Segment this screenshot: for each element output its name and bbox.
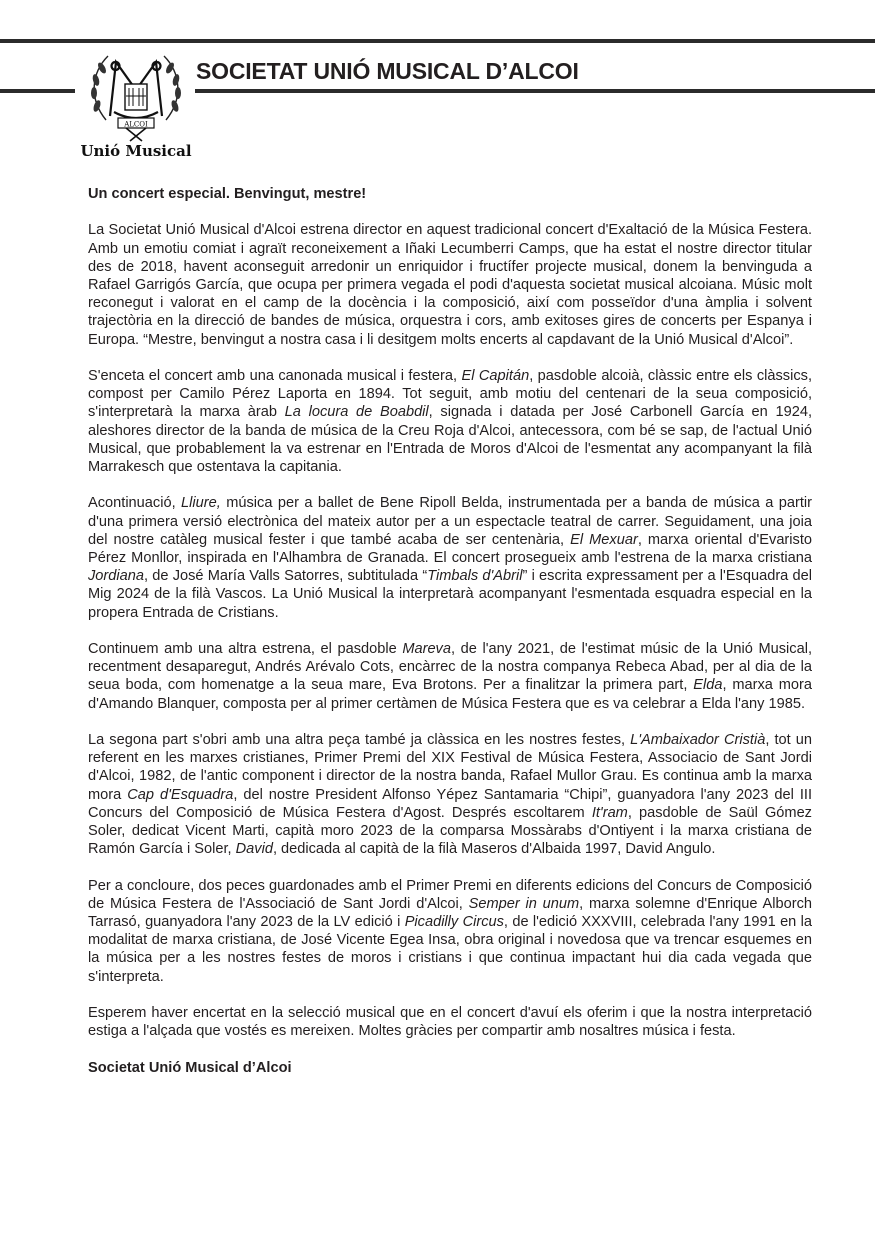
page-title: SOCIETAT UNIÓ MUSICAL D’ALCOI [196,58,579,84]
paragraph-text: Per a concloure, dos peces guardonades amb el Primer Premi en diferents edicions del Concurs de Composició de Música Festera de l'Associació de Sant Jordi d'Alcoi, [88,877,812,912]
work-title: Jordiana [88,568,144,585]
paragraph-text: Esperem haver encertat en la selecció musical que en el concert d'avuí els oferim i que la nostra interpretació estiga a l'alçada que vostés es mereixen. Moltes gràcies per compartir amb nosaltres música i festa. [88,1005,812,1040]
paragraph-text: , marxa mora d'Amando Blanquer, composta per al primer certàmen de Música Festera que es va celebrar a Elda l'any 1985. [88,677,812,712]
paragraph-text: , dedicada al capità de la filà Maseros d'Albaida 1997, David Angulo. [272,841,716,858]
work-title: Semper in unum [468,895,580,912]
article-paragraph [88,367,812,476]
work-title: El Mexuar [570,531,638,548]
paragraph-text: Acontinuació, [88,495,182,512]
article-paragraph [88,494,812,621]
work-title: Timbals d'Abril [427,568,523,585]
paragraph-text: Continuem amb una altra estrena, el pasdoble [88,641,403,658]
paragraph-text: S'enceta el concert amb una canonada musical i festera, [88,368,462,384]
article-paragraph [88,1004,812,1040]
left-rule-divider [0,89,75,93]
paragraph-text: , del nostre President Alfonso Yépez Santamaria “Chipi”, guanyadora l'any 2023 del III Concurs del Composició de Música Festera d'Agost. Després escoltarem [88,786,812,821]
paragraph-text: , de José María Valls Satorres, subtitulada “ [143,568,428,585]
paragraph-text: , pasdoble alcoià, clàssic entre els clàssics, compost per Camilo Pérez Laporta en 1894. Tot seguit, amb motiu del centenari de la seua composició, s'interpretarà la marxa àrab [88,368,812,421]
unio-musical-crest-icon [80,46,192,142]
work-title: L'Ambaixador Cristià [630,732,766,749]
work-title: Cap d'Esquadra [127,786,234,803]
work-title: David [235,841,273,858]
paragraph-text: , marxa solemne d'Enrique Alborch Tarrasó, guanyadora l'any 2023 de la LV edició i [88,895,812,931]
paragraph-text: , signada i datada per José Carbonell García en 1924, aleshores director de la banda de música de la Creu Roja d'Alcoi, antecessora, com bé se sap, de l'actual Unió Musical, que probablement la va estrenar en l'Entrada de Moros d'Alcoi de l'esmentat any acompanyant la filà Marrakesch que ostentava la capitania. [88,404,813,476]
article-paragraph [88,640,812,713]
work-title: El Capitán [461,368,530,384]
article-paragraph [88,877,812,986]
svg-text:ALCOI: ALCOI [124,120,148,129]
article-heading: Un concert especial. Benvingut, mestre! [88,186,367,202]
work-title: La locura de Boabdil [284,404,429,421]
article-paragraph [88,731,812,858]
article-paragraph [88,221,812,348]
top-rule-divider [0,39,875,43]
paragraph-text: La segona part s'obri amb una altra peça també ja clàssica en les nostres festes, [88,732,631,749]
paragraph-text: música per a ballet de Bene Ripoll Belda, instrumentada per a banda de música a partir d'una primera versió electrònica del mateix autor per a un espectacle teatral de carrer. Seguidament, una joia del nostre catàleg musical fester i que també acaba de ser centenària, [88,495,813,548]
header-underline-divider [195,89,875,93]
paragraph-text: , pasdoble de Saül Gómez Soler, dedicat Vicent Marti, capità moro 2023 de la comparsa Mossàrabs d'Ontiyent i la marxa cristiana de Ramón García i Soler, [88,804,812,858]
work-title: Picadilly Circus [404,914,504,931]
article-signature: Societat Unió Musical d’Alcoi [88,1059,292,1076]
paragraph-text: La Societat Unió Musical d'Alcoi estrena director en aquest tradicional concert d'Exaltació de la Música Festera. Amb un emotiu comiat i agraït reconeixement a Iñaki Lecumberri Camps, que ha estat el nostre director titular des de 2018, havent aconseguit arredonir un enriquidor i fructífer projecte musical, donem la benvinguda a Rafael Garrigós García, que ocupa per primera vegada el podi d'aquesta societat musical alcoiana. Músic molt reconegut i valorat en el camp de la docència i la composició, així com posseïdor d'una àmplia i solvent trajectòria en la direcció de bandes de música, orquestra i cors, amb exitoses gires de concerts per Espanya i Europa. “Mestre, benvingut a nostra casa i li desitgem molts encerts al capdavant de la Unió Musical d'Alcoi”. [88,222,812,348]
work-title: Lliure, [181,495,221,512]
logo [80,46,192,164]
paragraph-text: , tot un referent en les marxes cristianes, Primer Premi del XIX Festival de Música Festera, Associacio de Sant Jordi d'Alcoi, 1982, de l'antic component i director de la nostra banda, Rafael Mullor Grau. Es continua amb la marxa mora [88,732,812,803]
work-title: Mareva [402,641,451,658]
article-paragraphs [88,221,812,1040]
work-title: It'ram [591,804,628,821]
work-title: Elda [693,677,723,694]
paragraph-text: , de l'any 2021, de l'estimat músic de la Unió Musical, recentment desaparegut, Andrés Arévalo Cots, encàrrec de la nostra companya Rebeca Abad, per al dia de la seua boda, com homenatge a la seua mare, Eva Brotons. Per a finalitzar la primera part, [88,641,812,694]
paragraph-text: , de l'edició XXXVIII, celebrada l'any 1991 en la modalitat de marxa cristiana, de José Vicente Egea Insa, obra original i novedosa que va trencar esquemes en la música per a les nostres festes de moros i cristians i que continua impactant hui dia cada vegada que s'interpreta. [88,914,813,985]
paragraph-text: ” i escrita expressament per a l'Esquadra del Mig 2024 de la filà Vascos. La Unió Musical la interpretarà acompanyant l'esmentada esquadra especial en la propera Entrada de Cristians. [88,568,812,621]
article-body [88,185,812,1095]
paragraph-text: , marxa oriental d'Evaristo Pérez Monllor, inspirada en l'Alhambra de Granada. El concert prosegueix amb l'estrena de la marxa cristiana [88,531,813,567]
logo-caption: Unió Musical [80,142,192,160]
